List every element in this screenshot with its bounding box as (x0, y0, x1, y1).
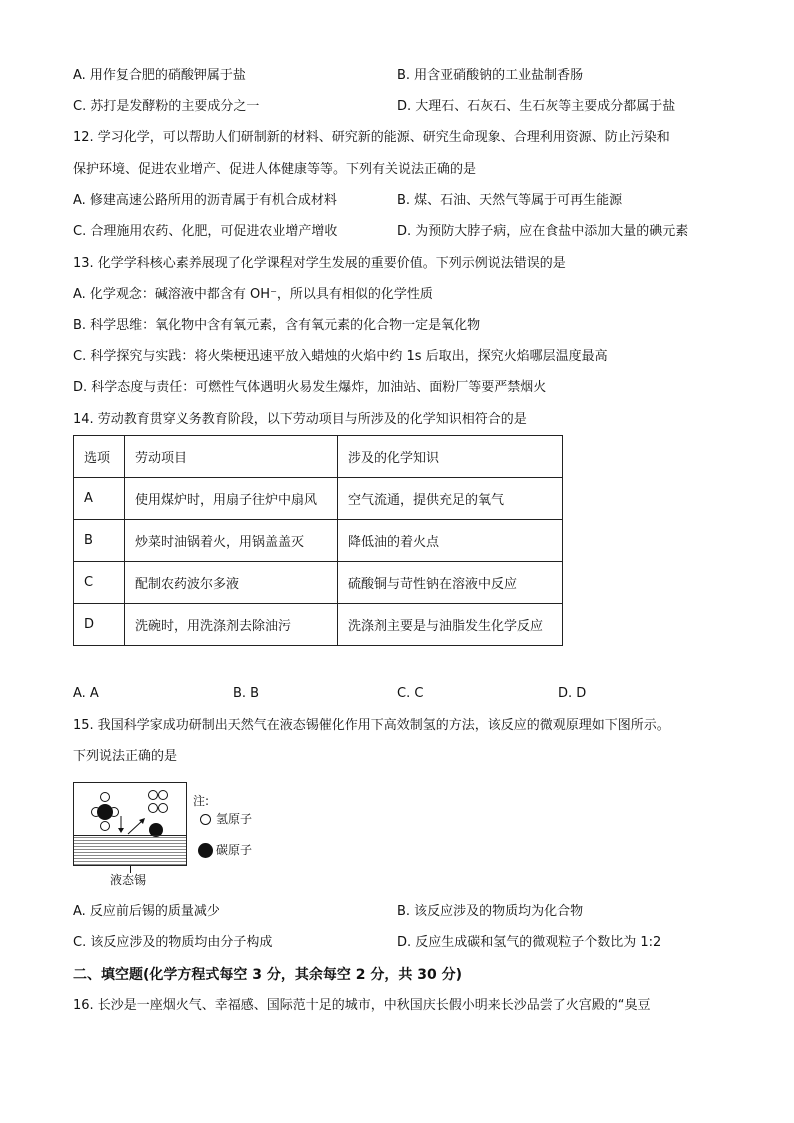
q14-table (73, 435, 563, 646)
q15-option-c: C. 该反应涉及的物质均由分子构成 (73, 935, 273, 950)
table-cell: 硫酸铜与苛性钠在溶液中反应 (338, 562, 563, 604)
legend-carbon-label: 碳原子 (216, 843, 253, 857)
liquid-tin-layer (74, 835, 186, 865)
q11-option-c: C. 苏打是发酵粉的主要成分之一 (73, 99, 260, 114)
q14-answer-b: B. B (233, 686, 260, 701)
table-cell: B (74, 520, 125, 562)
legend-hydrogen-label: 氢原子 (216, 812, 253, 826)
q15-option-d: D. 反应生成碳和氢气的微观粒子个数比为 1:2 (397, 935, 662, 950)
table-row (74, 520, 563, 562)
diagram-caption: 液态锡 (110, 873, 147, 887)
table-header-cell: 劳动项目 (125, 436, 338, 478)
q11-option-a: A. 用作复合肥的硝酸钾属于盐 (73, 68, 246, 83)
hydrogen-atom-icon (200, 814, 211, 825)
table-header-cell: 选项 (74, 436, 125, 478)
table-cell: C (74, 562, 125, 604)
table-header-cell: 涉及的化学知识 (338, 436, 563, 478)
table-cell: 炒菜时油锅着火，用锅盖盖灭 (125, 520, 338, 562)
q14-answer-d: D. D (558, 686, 587, 701)
q15-option-a: A. 反应前后锡的质量减少 (73, 904, 220, 919)
q16-stem-line1: 16. 长沙是一座烟火气、幸福感、国际范十足的城市，中秋国庆长假小明来长沙品尝了火宫殿的“臭豆 (73, 998, 651, 1013)
q12-option-a: A. 修建高速公路所用的沥青属于有机合成材料 (73, 193, 337, 208)
table-cell: A (74, 478, 125, 520)
table-cell: 洗涤剂主要是与油脂发生化学反应 (338, 604, 563, 646)
q12-option-b: B. 煤、石油、天然气等属于可再生能源 (397, 193, 623, 208)
section-heading: 二、填空题(化学方程式每空 3 分，其余每空 2 分，共 30 分) (73, 967, 463, 983)
reaction-diagram (73, 782, 187, 866)
q13-option-c: C. 科学探究与实践：将火柴梗迅速平放入蜡烛的火焰中约 1s 后取出，探究火焰哪层温度最高 (73, 349, 608, 364)
q12-option-d: D. 为预防大脖子病，应在食盐中添加大量的碘元素 (397, 224, 689, 239)
table-cell: 洗碗时，用洗涤剂去除油污 (125, 604, 338, 646)
q11-option-b: B. 用含亚硝酸钠的工业盐制香肠 (397, 68, 584, 83)
molecule-illustration (74, 783, 186, 837)
q14-stem: 14. 劳动教育贯穿义务教育阶段，以下劳动项目与所涉及的化学知识相符合的是 (73, 412, 527, 427)
table-row (74, 604, 563, 646)
q13-stem: 13. 化学学科核心素养展现了化学课程对学生发展的重要价值。下列示例说法错误的是 (73, 256, 566, 271)
table-cell: 降低油的着火点 (338, 520, 563, 562)
q12-stem-line2: 保护环境、促进农业增产、促进人体健康等等。下列有关说法正确的是 (73, 162, 477, 177)
q12-stem-line1: 12. 学习化学，可以帮助人们研制新的材料、研究新的能源、研究生命现象、合理利用资源、防止污染和 (73, 130, 670, 145)
q14-answer-a: A. A (73, 686, 99, 701)
q13-option-d: D. 科学态度与责任：可燃性气体遇明火易发生爆炸，加油站、面粉厂等要严禁烟火 (73, 380, 547, 395)
q15-option-b: B. 该反应涉及的物质均为化合物 (397, 904, 584, 919)
table-row (74, 562, 563, 604)
table-cell: D (74, 604, 125, 646)
table-cell: 空气流通，提供充足的氧气 (338, 478, 563, 520)
legend-title: 注: (193, 794, 210, 808)
q11-option-d: D. 大理石、石灰石、生石灰等主要成分都属于盐 (397, 99, 676, 114)
q15-stem-line1: 15. 我国科学家成功研制出天然气在液态锡催化作用下高效制氢的方法，该反应的微观原理如下图所示。 (73, 718, 670, 733)
carbon-atom-icon (198, 843, 213, 858)
q15-stem-line2: 下列说法正确的是 (73, 749, 178, 764)
table-cell: 使用煤炉时，用扇子往炉中扇风 (125, 478, 338, 520)
q13-option-b: B. 科学思维：氧化物中含有氧元素，含有氧元素的化合物一定是氧化物 (73, 318, 481, 333)
q14-answer-c: C. C (397, 686, 424, 701)
table-header-row (74, 436, 563, 478)
table-cell: 配制农药波尔多液 (125, 562, 338, 604)
q12-option-c: C. 合理施用农药、化肥，可促进农业增产增收 (73, 224, 338, 239)
table-row (74, 478, 563, 520)
q13-option-a: A. 化学观念：碱溶液中都含有 OH⁻，所以具有相似的化学性质 (73, 287, 433, 302)
